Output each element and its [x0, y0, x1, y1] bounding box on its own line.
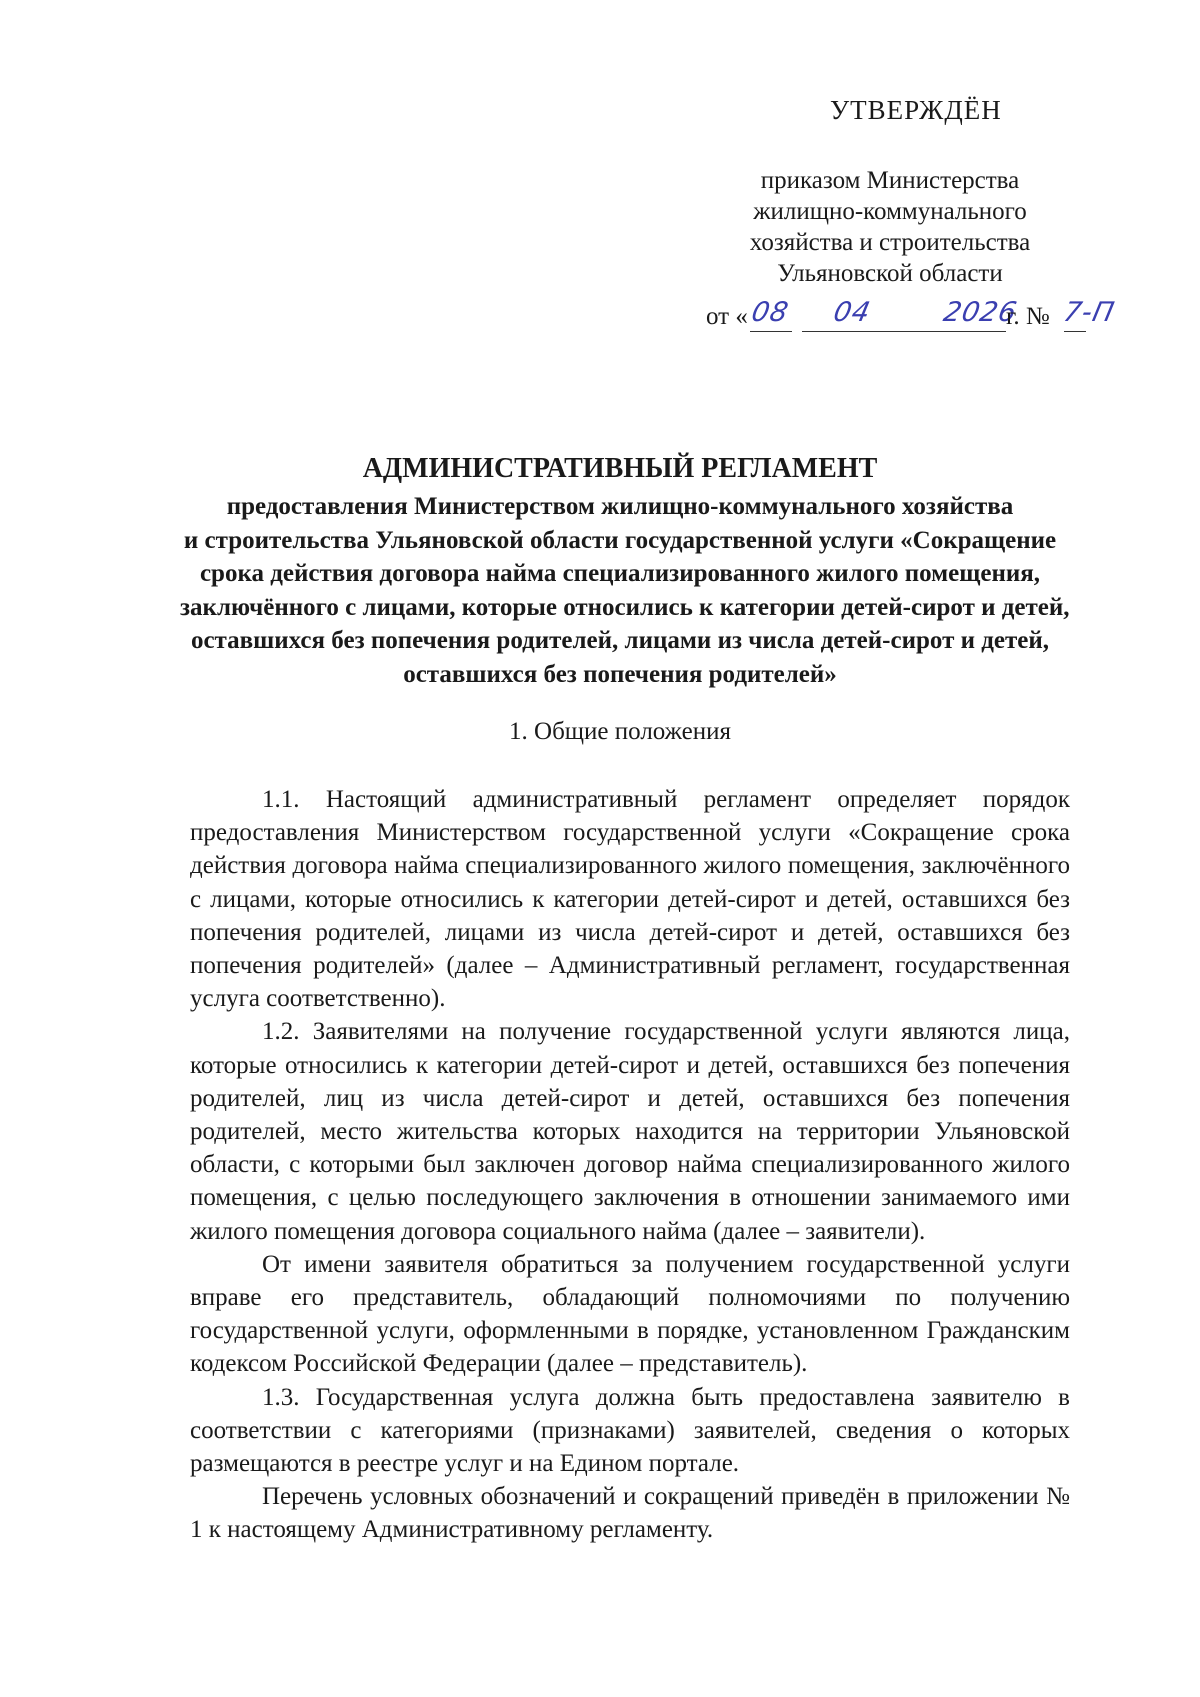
approval-line: жилищно-коммунального: [753, 198, 1027, 225]
order-month-handwritten: 04: [830, 297, 874, 328]
approval-line: приказом Министерства: [760, 167, 1020, 194]
order-year-suffix: г. №: [1006, 303, 1050, 330]
year-blank: [942, 331, 1006, 332]
order-prefix: от «: [706, 303, 748, 330]
month-blank: [802, 331, 942, 332]
number-blank: [1064, 331, 1086, 332]
paragraph: 1.2. Заявителями на получение государственной услуги являются лица, которые относились к категории детей-сирот и детей, оставшихся без попечения родителей, лиц из числа детей-сирот и детей, оставшихся без попечения родителей, место жительства которых находится на территории Ульяновской области, с которыми был заключен договор найма специализированного жилого помещения, с целью последующего заключения в отношении занимаемого ими жилого помещения договора социального найма (далее – заявители).: [190, 1018, 1070, 1245]
subtitle-line: срока действия договора найма специализированного жилого помещения,: [199, 560, 1041, 587]
section-title: 1. Общие положения: [509, 718, 731, 745]
subtitle-line: оставшихся без попечения родителей»: [403, 660, 837, 688]
order-day-handwritten: 08: [748, 297, 792, 328]
subtitle-line: заключённого с лицами, которые относились к категории детей-сирот и детей,: [180, 593, 1070, 621]
regulation-subtitle: [180, 490, 1070, 691]
subtitle-line: оставшихся без попечения родителей, лицами из числа детей-сирот и детей,: [190, 627, 1050, 654]
approval-title: УТВЕРЖДЁН: [830, 95, 1002, 125]
day-blank: [750, 331, 792, 332]
subtitle-line: предоставления Министерством жилищно-коммунального хозяйства: [226, 493, 1014, 520]
document-body: [190, 783, 1070, 1547]
order-line: [706, 297, 1118, 337]
subtitle-line: и строительства Ульяновской области государственной услуги «Сокращение: [183, 526, 1057, 554]
approval-line: хозяйства и строительства: [749, 229, 1031, 256]
paragraph: 1.3. Государственная услуга должна быть предоставлена заявителю в соответствии с категориями (признаками) заявителей, сведения о которых размещаются в реестре услуг и на Едином портале.: [190, 1383, 1070, 1478]
paragraph: Перечень условных обозначений и сокращений приведён в приложении № 1 к настоящему Административному регламенту.: [190, 1483, 1070, 1544]
order-year-handwritten: 2026: [940, 297, 1021, 328]
regulation-heading: [180, 452, 1070, 691]
regulation-title: АДМИНИСТРАТИВНЫЙ РЕГЛАМЕНТ: [362, 453, 878, 484]
paragraph: 1.1. Настоящий административный регламент определяет порядок предоставления Министерством государственной услуги «Сокращение срока действия договора найма специализированного жилого помещения, заключённого с лицами, которые относились к категории детей-сирот и детей, оставшихся без попечения родителей, лицами из числа детей-сирот и детей, оставшихся без попечения родителей» (далее – Административный регламент, государственная услуга соответственно).: [190, 786, 1070, 1013]
approval-line: Ульяновской области: [777, 260, 1003, 287]
approval-lines: [690, 165, 1090, 289]
order-number-handwritten: 7-П: [1060, 297, 1118, 328]
paragraph: От имени заявителя обратиться за получением государственной услуги вправе его представитель, обладающий полномочиями по получению государственной услуги, оформленными в порядке, установленном Гражданским кодексом Российской Федерации (далее – представитель).: [190, 1250, 1070, 1378]
